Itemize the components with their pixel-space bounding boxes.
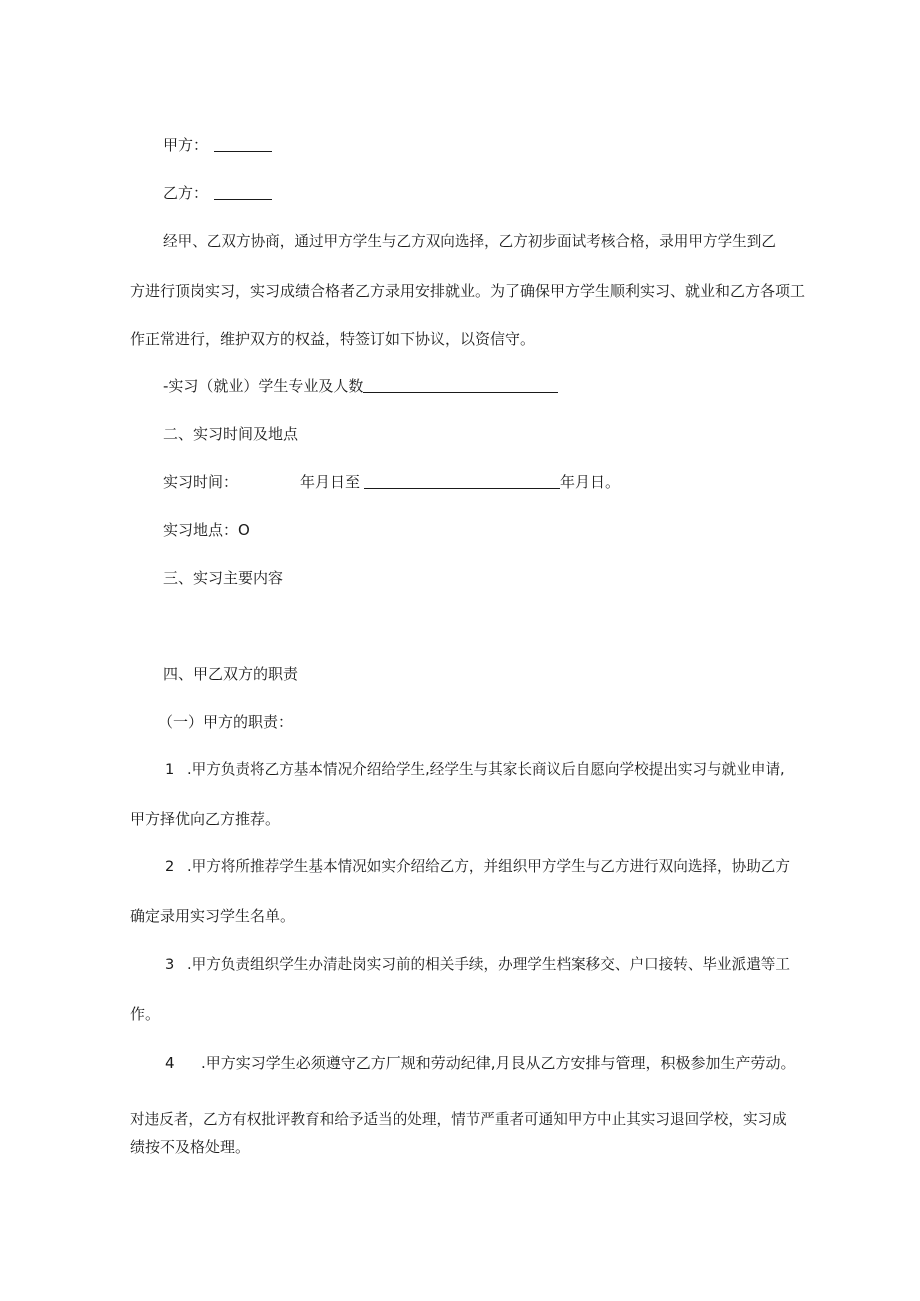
internship-place: 实习地点：O <box>163 521 250 539</box>
duty-item-2-text: .甲方将所推荐学生基本情况如实介绍给乙方，并组织甲方学生与乙方进行双向选择，协助乙方 <box>187 858 790 875</box>
intro-line-3: 作正常进行，维护双方的权益，特签订如下协议，以资信守。 <box>130 330 536 348</box>
closing-line-1: 对违反者，乙方有权批评教育和给予适当的处理，情节严重者可通知甲方中止其实习退回学校，实习成 <box>130 1111 787 1128</box>
party-a-label: 甲方： <box>163 136 209 154</box>
party-a-line <box>163 135 272 155</box>
duty-item-1-text: .甲方负责将乙方基本情况介绍给学生,经学生与其家长商议后自愿向学校提出实习与就业申请, <box>187 761 785 778</box>
section4-title: 四、甲乙双方的职责 <box>163 665 299 683</box>
internship-time-blank <box>364 473 560 489</box>
internship-time-line <box>163 472 620 492</box>
section1-label: -实习（就业）学生专业及人数 <box>163 377 364 395</box>
duty-item-2-num: 2 <box>165 858 175 875</box>
duty-item-1-num: 1 <box>165 761 175 778</box>
intro-line-1: 经甲、乙双方协商，通过甲方学生与乙方双向选择，乙方初步面试考核合格，录用甲方学生到乙 <box>163 233 776 250</box>
duty-item-3-text: .甲方负责组织学生办清赴岗实习前的相关手续，办理学生档案移交、户口接转、毕业派遣等工 <box>187 956 790 973</box>
duty-item-4 <box>165 1053 796 1073</box>
duty-item-1-cont: 甲方择优向乙方推荐。 <box>130 810 281 828</box>
section2-title: 二、实习时间及地点 <box>163 425 299 443</box>
duty-item-3-cont: 作。 <box>130 1005 161 1023</box>
party-b-blank <box>214 184 272 200</box>
duty-item-4-num: 4 <box>165 1054 175 1072</box>
duty-item-3-num: 3 <box>165 956 175 973</box>
duty-item-3 <box>165 955 790 975</box>
section1-line <box>163 376 558 396</box>
duty-item-4-text: .甲方实习学生必须遵守乙方厂规和劳动纪律,月艮从乙方安排与管理，积极参加生产劳动。 <box>201 1054 796 1072</box>
party-b-label: 乙方： <box>163 184 209 202</box>
duty-item-1 <box>165 760 785 780</box>
internship-time-from: 年月日至 <box>300 473 361 491</box>
duty-item-2-cont: 确定录用实习学生名单。 <box>130 907 296 925</box>
party-a-blank <box>214 136 272 152</box>
party-a-duties-heading: （一）甲方的职责： <box>158 713 294 731</box>
internship-time-label: 实习时间： <box>163 473 239 491</box>
section3-title: 三、实习主要内容 <box>163 569 284 587</box>
duty-item-2 <box>165 857 790 877</box>
section1-blank <box>363 377 558 393</box>
intro-line-2: 方进行顶岗实习，实习成绩合格者乙方录用安排就业。为了确保甲方学生顺利实习、就业和乙方各项工 <box>130 282 806 300</box>
party-b-line <box>163 183 272 203</box>
closing-line-2: 绩按不及格处理。 <box>130 1138 251 1156</box>
internship-time-to: 年月日。 <box>560 473 621 491</box>
